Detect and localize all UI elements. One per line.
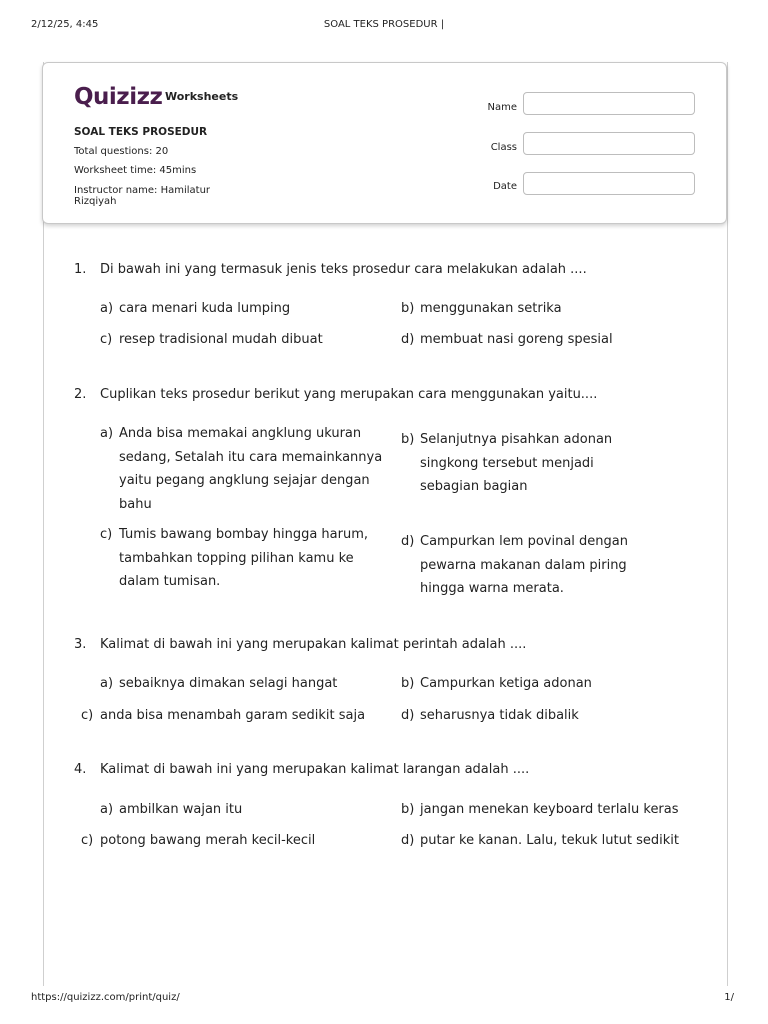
class-field[interactable] — [523, 132, 695, 155]
date-label: Date — [493, 181, 517, 192]
date-field[interactable] — [523, 172, 695, 195]
option-letter: a) — [100, 676, 114, 691]
option-text: sebaiknya dimakan selagi hangat — [119, 676, 338, 691]
option-text: Anda bisa memakai angklung ukuran sedang, Setalah itu cara memainkannya yaitu pegang angklung sejajar dengan bahu — [119, 426, 383, 512]
option-3b — [401, 672, 592, 696]
option-letter: d) — [401, 708, 415, 723]
option-letter: b) — [401, 676, 415, 691]
print-url: https://quizizz.com/print/quiz/ — [31, 992, 180, 1003]
print-header — [0, 19, 768, 33]
option-text: cara menari kuda lumping — [119, 301, 291, 316]
question-text: Kalimat di bawah ini yang merupakan kalimat larangan adalah .... — [100, 762, 530, 777]
instructor-name: Instructor name: Hamilatur Rizqiyah — [74, 185, 211, 207]
quizizz-logo: Quizizz — [74, 84, 163, 110]
question-number: 3. — [74, 637, 87, 652]
option-letter: c) — [100, 332, 113, 347]
option-text: Selanjutnya pisahkan adonan singkong tersebut menjadi sebagian bagian — [420, 432, 613, 494]
option-3c — [81, 704, 365, 728]
class-label: Class — [490, 142, 517, 153]
option-2c — [100, 523, 370, 594]
option-letter: d) — [401, 534, 415, 549]
option-1b — [401, 297, 562, 321]
print-page-number: 1/ — [724, 992, 734, 1003]
option-4a — [100, 798, 242, 822]
option-letter: d) — [401, 833, 415, 848]
question-number: 2. — [74, 387, 87, 402]
option-text: resep tradisional mudah dibuat — [119, 332, 323, 347]
option-letter: c) — [81, 833, 94, 848]
option-text: ambilkan wajan itu — [119, 802, 243, 817]
option-letter: c) — [81, 708, 94, 723]
question-number: 1. — [74, 262, 87, 277]
option-4d — [401, 829, 679, 853]
total-questions: Total questions: 20 — [74, 146, 169, 157]
option-1d — [401, 328, 613, 352]
question-text: Cuplikan teks prosedur berikut yang merupakan cara menggunakan yaitu.... — [100, 387, 598, 402]
option-1a — [100, 297, 290, 321]
option-3a — [100, 672, 337, 696]
print-title: SOAL TEKS PROSEDUR | — [323, 19, 445, 30]
option-letter: b) — [401, 301, 415, 316]
question-text: Kalimat di bawah ini yang merupakan kalimat perintah adalah .... — [100, 637, 527, 652]
option-letter: a) — [100, 426, 114, 441]
option-2a — [100, 422, 385, 516]
option-4c — [81, 829, 315, 853]
option-2b — [401, 428, 616, 499]
option-text: Campurkan lem povinal dengan pewarna makanan dalam piring hingga warna merata. — [420, 534, 628, 596]
option-text: potong bawang merah kecil-kecil — [100, 833, 316, 848]
option-1c — [100, 328, 323, 352]
option-text: anda bisa menambah garam sedikit saja — [100, 708, 366, 723]
option-letter: a) — [100, 301, 114, 316]
worksheet-title: SOAL TEKS PROSEDUR — [74, 126, 208, 138]
option-2d — [401, 530, 641, 601]
option-text: menggunakan setrika — [420, 301, 562, 316]
option-letter: b) — [401, 802, 415, 817]
option-text: jangan menekan keyboard terlalu keras — [420, 802, 679, 817]
option-text: putar ke kanan. Lalu, tekuk lutut sedikit — [420, 833, 679, 848]
option-letter: c) — [100, 527, 113, 542]
worksheet-time: Worksheet time: 45mins — [74, 165, 197, 176]
option-3d — [401, 704, 579, 728]
option-letter: b) — [401, 432, 415, 447]
print-footer — [0, 992, 768, 1006]
option-text: Tumis bawang bombay hingga harum, tambahkan topping pilihan kamu ke dalam tumisan. — [119, 527, 369, 589]
brand-subtitle: Worksheets — [165, 90, 239, 103]
option-4b — [401, 798, 679, 822]
worksheet-header-card — [42, 62, 727, 224]
option-letter: a) — [100, 802, 114, 817]
question-text: Di bawah ini yang termasuk jenis teks prosedur cara melakukan adalah .... — [100, 262, 587, 277]
name-label: Name — [487, 102, 517, 113]
option-text: membuat nasi goreng spesial — [420, 332, 613, 347]
name-field[interactable] — [523, 92, 695, 115]
option-text: seharusnya tidak dibalik — [420, 708, 579, 723]
option-letter: d) — [401, 332, 415, 347]
question-number: 4. — [74, 762, 87, 777]
option-text: Campurkan ketiga adonan — [420, 676, 592, 691]
print-date: 2/12/25, 4:45 — [31, 19, 99, 30]
